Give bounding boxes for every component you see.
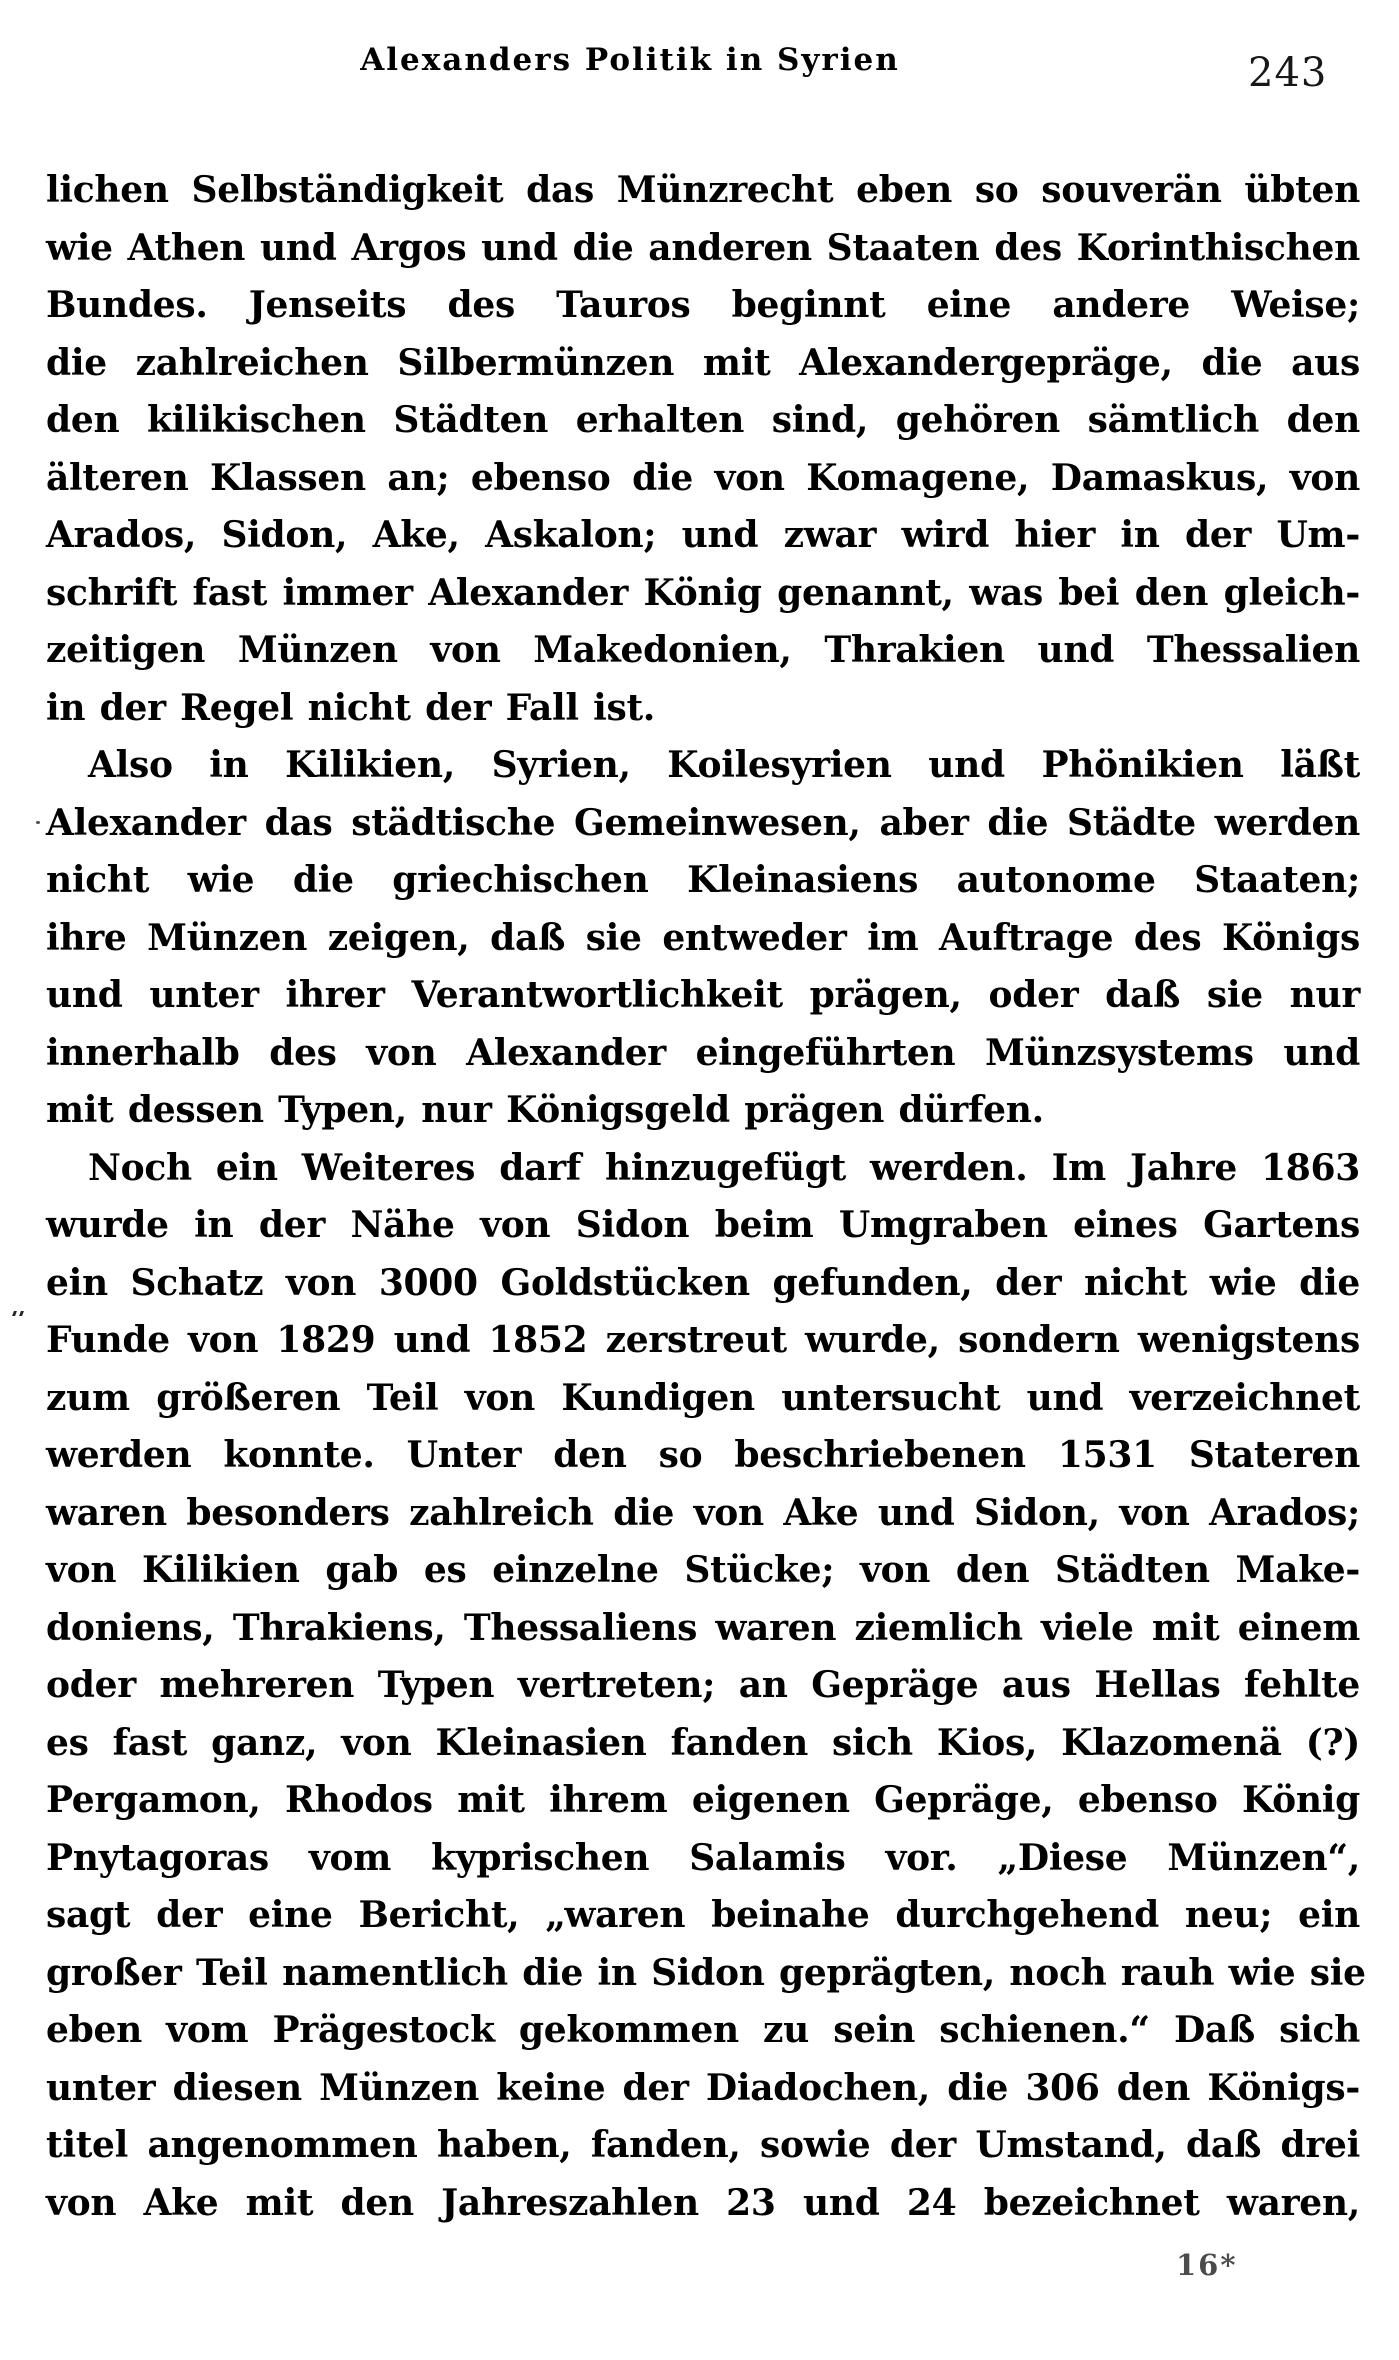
text-line: Alexander das städtische Gemeinwesen, aber die Städte werden [46, 801, 1360, 844]
text-line: wie Athen und Argos und die anderen Staaten des Korinthischen [46, 226, 1360, 269]
text-line: schrift fast immer Alexander König genannt, was bei den gleich- [46, 571, 1360, 614]
sheet-signature-mark: 16* [1176, 2248, 1238, 2282]
text-line: doniens, Thrakiens, Thessaliens waren ziemlich viele mit einem [46, 1606, 1360, 1649]
text-line: nicht wie die griechischen Kleinasiens autonome Staaten; [46, 859, 1360, 901]
body-text [46, 162, 1366, 2232]
running-title: Alexanders Politik in Syrien [360, 42, 900, 78]
text-line: mit dessen Typen, nur Königsgeld prägen dürfen. [46, 1089, 1044, 1131]
text-line: titel angenommen haben, fanden, sowie der Umstand, daß drei [46, 2124, 1360, 2166]
text-line: älteren Klassen an; ebenso die von Komagene, Damaskus, von [46, 456, 1360, 499]
text-line: es fast ganz, von Kleinasien fanden sich Kios, Klazomenä (?) [46, 1721, 1360, 1764]
text-line: sagt der eine Bericht, „waren beinahe durchgehend neu; ein [46, 1894, 1360, 1936]
text-line: Pergamon, Rhodos mit ihrem eigenen Gepräge, ebenso König [46, 1779, 1360, 1821]
text-line: unter diesen Münzen keine der Diadochen, die 306 den Königs- [46, 2066, 1360, 2109]
text-line: waren besonders zahlreich die von Ake und Sidon, von Arados; [46, 1491, 1360, 1534]
text-line: oder mehreren Typen vertreten; an Gepräge aus Hellas fehlte [46, 1664, 1360, 1706]
text-line: zum größeren Teil von Kundigen untersucht und verzeichnet [46, 1376, 1360, 1419]
text-line: Noch ein Weiteres darf hinzugefügt werden. Im Jahre 1863 [88, 1146, 1360, 1189]
text-line: Arados, Sidon, Ake, Askalon; und zwar wird hier in der Um- [46, 514, 1360, 556]
scan-speck [12, 1311, 17, 1316]
text-line: von Ake mit den Jahreszahlen 23 und 24 bezeichnet waren, [46, 2181, 1360, 2224]
page-number: 243 [1248, 50, 1328, 96]
text-line: Also in Kilikien, Syrien, Koilesyrien und Phönikien läßt [88, 744, 1360, 786]
text-line: wurde in der Nähe von Sidon beim Umgraben eines Gartens [46, 1204, 1360, 1246]
text-line: innerhalb des von Alexander eingeführten Münzsystems und [46, 1031, 1360, 1074]
text-line: die zahlreichen Silbermünzen mit Alexandergepräge, die aus [46, 341, 1360, 384]
text-line: eben vom Prägestock gekommen zu sein schienen.“ Daß sich [46, 2009, 1360, 2051]
text-line: von Kilikien gab es einzelne Stücke; von den Städten Make- [46, 1549, 1360, 1591]
text-line: werden konnte. Unter den so beschriebenen 1531 Stateren [46, 1434, 1360, 1476]
text-line: den kilikischen Städten erhalten sind, gehören sämtlich den [46, 399, 1360, 441]
scan-speck [36, 821, 40, 824]
text-line: großer Teil namentlich die in Sidon geprägten, noch rauh wie sie [46, 1951, 1366, 1994]
text-line: Pnytagoras vom kyprischen Salamis vor. „Diese Münzen“, [46, 1836, 1360, 1879]
text-line: ein Schatz von 3000 Goldstücken gefunden, der nicht wie die [46, 1261, 1360, 1304]
text-line: Funde von 1829 und 1852 zerstreut wurde, sondern wenigstens [46, 1319, 1360, 1361]
paragraph [46, 737, 1360, 1140]
text-line: Bundes. Jenseits des Tauros beginnt eine andere Weise; [46, 284, 1360, 326]
text-line: in der Regel nicht der Fall ist. [46, 686, 656, 729]
text-line: lichen Selbständigkeit das Münzrecht eben so souverän übten [46, 169, 1360, 211]
paragraph [46, 1140, 1366, 2233]
text-line: ihre Münzen zeigen, daß sie entweder im Auftrage des Königs [46, 916, 1360, 959]
text-line: zeitigen Münzen von Makedonien, Thrakien und Thessalien [46, 629, 1360, 671]
paragraph [46, 162, 1360, 737]
text-line: und unter ihrer Verantwortlichkeit prägen, oder daß sie nur [46, 974, 1360, 1016]
